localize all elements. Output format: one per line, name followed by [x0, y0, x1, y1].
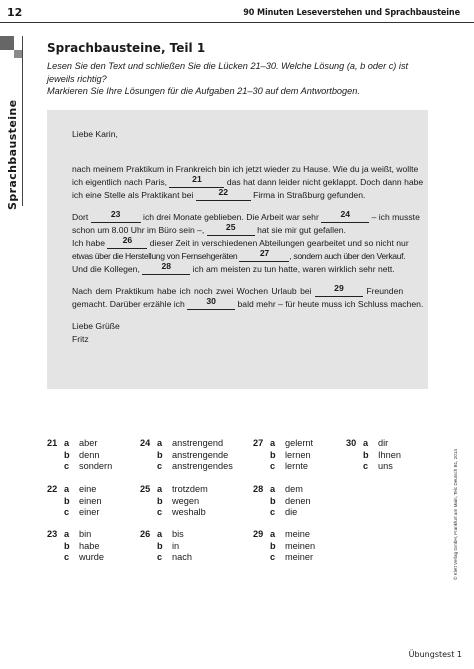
option-text: habe	[79, 540, 100, 551]
question-number: 27	[253, 438, 264, 448]
letter-text: Dort	[72, 212, 89, 222]
gap-27[interactable]: 27	[239, 252, 289, 262]
answer-option[interactable]	[157, 438, 223, 450]
option-text: Ihnen	[378, 449, 401, 460]
side-section-label: Sprachbausteine	[6, 99, 19, 210]
letter-text: gemacht. Darüber erzähle ich	[72, 299, 185, 309]
answer-option[interactable]	[64, 461, 112, 473]
answer-option[interactable]	[64, 541, 99, 553]
option-text: bis	[172, 529, 184, 539]
answer-option[interactable]	[157, 461, 233, 473]
option-text: nach	[172, 552, 192, 562]
answer-option[interactable]	[64, 507, 99, 519]
gap-23[interactable]: 23	[91, 213, 141, 223]
gap-22[interactable]: 22	[196, 191, 251, 201]
answer-option[interactable]	[64, 552, 104, 564]
gap-28[interactable]: 28	[142, 265, 190, 275]
option-letter: c	[157, 552, 163, 562]
letter-text: nach meinem Praktikum in Frankreich bin ich jetzt wieder zu Hause. Wie du ja weißt, wollte	[72, 164, 419, 174]
option-text: in	[172, 540, 180, 551]
question-number: 26	[140, 529, 151, 539]
letter-greeting: Liebe Karin,	[72, 129, 118, 139]
letter-text: dieser Zeit in verschiedenen Abteilungen gearbeitet und so nicht nur	[149, 238, 409, 248]
option-text: bin	[79, 529, 92, 539]
option-letter: a	[64, 529, 70, 539]
gap-30[interactable]: 30	[187, 300, 235, 310]
option-letter: a	[157, 484, 163, 494]
option-letter: a	[157, 438, 163, 448]
question-number: 21	[47, 438, 58, 448]
option-letter: c	[64, 507, 70, 517]
option-letter: a	[64, 438, 70, 448]
option-letter: c	[64, 552, 70, 562]
gap-24[interactable]: 24	[321, 213, 369, 223]
option-letter: a	[363, 438, 369, 448]
option-letter: b	[64, 449, 70, 460]
letter-line	[72, 176, 423, 189]
letter-text: ich eigentlich nach Paris,	[72, 177, 168, 187]
option-text: die	[285, 507, 298, 517]
option-text: weshalb	[172, 507, 206, 517]
option-text: anstrengendes	[172, 461, 233, 471]
answer-option[interactable]	[157, 496, 199, 508]
answer-option[interactable]	[157, 507, 206, 519]
answer-option[interactable]	[64, 529, 91, 541]
letter-text: Und die Kollegen,	[72, 264, 140, 274]
option-letter: b	[64, 495, 70, 506]
option-text: denn	[79, 449, 100, 460]
option-text: trotzdem	[172, 484, 208, 494]
option-text: anstrengend	[172, 438, 224, 448]
option-text: uns	[378, 461, 393, 471]
answer-option[interactable]	[157, 484, 208, 496]
letter-text: hat sie mir gut gefallen.	[257, 225, 346, 235]
letter-text: Firma in Straßburg gefunden.	[253, 190, 366, 200]
letter-line	[72, 237, 409, 250]
letter-text: Ich habe	[72, 238, 105, 248]
gap-29[interactable]: 29	[315, 287, 363, 297]
question-number: 23	[47, 529, 58, 539]
letter-signature: Fritz	[72, 334, 89, 344]
question-number: 29	[253, 529, 264, 539]
option-text: dem	[285, 484, 303, 494]
letter-line	[72, 250, 405, 263]
side-divider	[22, 36, 23, 206]
option-letter: b	[270, 449, 276, 460]
option-letter: c	[270, 461, 276, 471]
option-letter: c	[157, 507, 163, 517]
letter-text: etwas über die Herstellung von Fernsehgeräten	[72, 251, 238, 261]
answer-option[interactable]	[363, 461, 393, 473]
option-letter: a	[157, 529, 163, 539]
option-letter: b	[64, 540, 70, 551]
letter-line	[72, 211, 420, 224]
option-letter: a	[64, 484, 70, 494]
option-text: meine	[285, 529, 311, 539]
letter-text: ich am meisten zu tun hatte, waren wirklich sehr nett.	[192, 264, 395, 274]
gap-26[interactable]: 26	[107, 239, 147, 249]
letter-text: Freunden	[366, 286, 404, 296]
option-letter: c	[270, 507, 276, 517]
corner-block-mark	[0, 36, 14, 50]
letter-line	[72, 298, 423, 311]
letter-line	[72, 263, 395, 276]
answer-option[interactable]	[270, 450, 311, 462]
instructions	[47, 60, 432, 98]
option-text: aber	[79, 438, 98, 448]
option-letter: c	[157, 461, 163, 471]
letter-text: schon um 8.00 Uhr im Büro sein –,	[72, 225, 205, 235]
option-text: einen	[79, 495, 102, 506]
answer-option[interactable]	[270, 496, 311, 508]
question-number: 30	[346, 438, 357, 448]
gap-21[interactable]: 21	[169, 178, 224, 188]
letter-line	[72, 285, 403, 298]
answer-option[interactable]	[157, 541, 179, 553]
option-text: meinen	[285, 540, 316, 551]
letter-line	[72, 189, 365, 202]
option-letter: c	[363, 461, 369, 471]
option-text: denen	[285, 495, 311, 506]
option-letter: a	[270, 529, 276, 539]
answer-option[interactable]	[157, 529, 184, 541]
answer-option[interactable]	[270, 461, 308, 473]
letter-text: das hat dann leider nicht geklappt. Doch dann habe	[226, 177, 424, 187]
instruction-line: Markieren Sie Ihre Lösungen für die Aufgaben 21–30 auf dem Antwortbogen.	[47, 86, 360, 96]
letter-closing: Liebe Grüße	[72, 321, 120, 331]
answer-option[interactable]	[270, 552, 313, 564]
option-text: anstrengende	[172, 449, 229, 460]
question-number: 25	[140, 484, 151, 494]
option-letter: b	[157, 540, 163, 551]
footer-label: Übungstest 1	[408, 650, 462, 659]
answer-option[interactable]	[363, 450, 401, 462]
letter-text: , sondern auch über den Verkauf.	[289, 251, 406, 261]
header-divider	[0, 22, 474, 23]
option-letter: c	[64, 461, 70, 471]
question-number: 22	[47, 484, 58, 494]
letter-text: ich drei Monate geblieben. Die Arbeit war sehr	[143, 212, 319, 222]
letter-text: Nach dem Praktikum habe ich noch zwei Wochen Urlaub bei	[72, 286, 312, 296]
option-letter: b	[363, 449, 369, 460]
answer-option[interactable]	[270, 484, 303, 496]
option-letter: b	[270, 540, 276, 551]
option-text: wurde	[79, 552, 105, 562]
option-letter: b	[157, 449, 163, 460]
option-text: wegen	[172, 495, 200, 506]
answer-option[interactable]	[363, 438, 388, 450]
answer-option[interactable]	[64, 484, 96, 496]
copyright-note: © Klett Verlag GmbH, Frankfurt am Main, Telc Deutsch B1, 2014	[453, 449, 458, 580]
option-text: lernen	[285, 449, 311, 460]
instruction-line: Lesen Sie den Text und schließen Sie die Lücken 21–30. Welche Lösung (a, b oder c) ist jeweils richtig?	[47, 61, 409, 84]
question-number: 28	[253, 484, 264, 494]
answer-option[interactable]	[157, 450, 228, 462]
option-letter: a	[270, 484, 276, 494]
option-text: eine	[79, 484, 97, 494]
letter-text: – ich musste	[371, 212, 420, 222]
gap-25[interactable]: 25	[207, 226, 255, 236]
option-text: sondern	[79, 461, 113, 471]
option-text: meiner	[285, 552, 314, 562]
section-title: Sprachbausteine, Teil 1	[47, 41, 206, 55]
option-letter: c	[270, 552, 276, 562]
answer-option[interactable]	[64, 450, 99, 462]
letter-line	[72, 163, 418, 176]
letter-text: bald mehr – für heute muss ich Schluss machen.	[237, 299, 424, 309]
answer-option[interactable]	[270, 529, 310, 541]
option-text: gelernt	[285, 438, 314, 448]
header-title: 90 Minuten Leseverstehen und Sprachbausteine	[243, 8, 460, 18]
answer-option[interactable]	[64, 496, 101, 508]
option-letter: a	[270, 438, 276, 448]
option-letter: b	[157, 495, 163, 506]
option-text: einer	[79, 507, 100, 517]
answer-option[interactable]	[270, 507, 297, 519]
corner-block-mark-small	[14, 50, 22, 58]
answer-option[interactable]	[270, 438, 313, 450]
letter-text: ich eine Stelle als Praktikant bei	[72, 190, 194, 200]
option-letter: b	[270, 495, 276, 506]
letter-line	[72, 224, 346, 237]
page-number: 12	[7, 6, 23, 19]
question-number: 24	[140, 438, 151, 448]
answer-option[interactable]	[270, 541, 315, 553]
answer-option[interactable]	[64, 438, 97, 450]
option-text: dir	[378, 438, 389, 448]
option-text: lernte	[285, 461, 308, 471]
answer-option[interactable]	[157, 552, 192, 564]
